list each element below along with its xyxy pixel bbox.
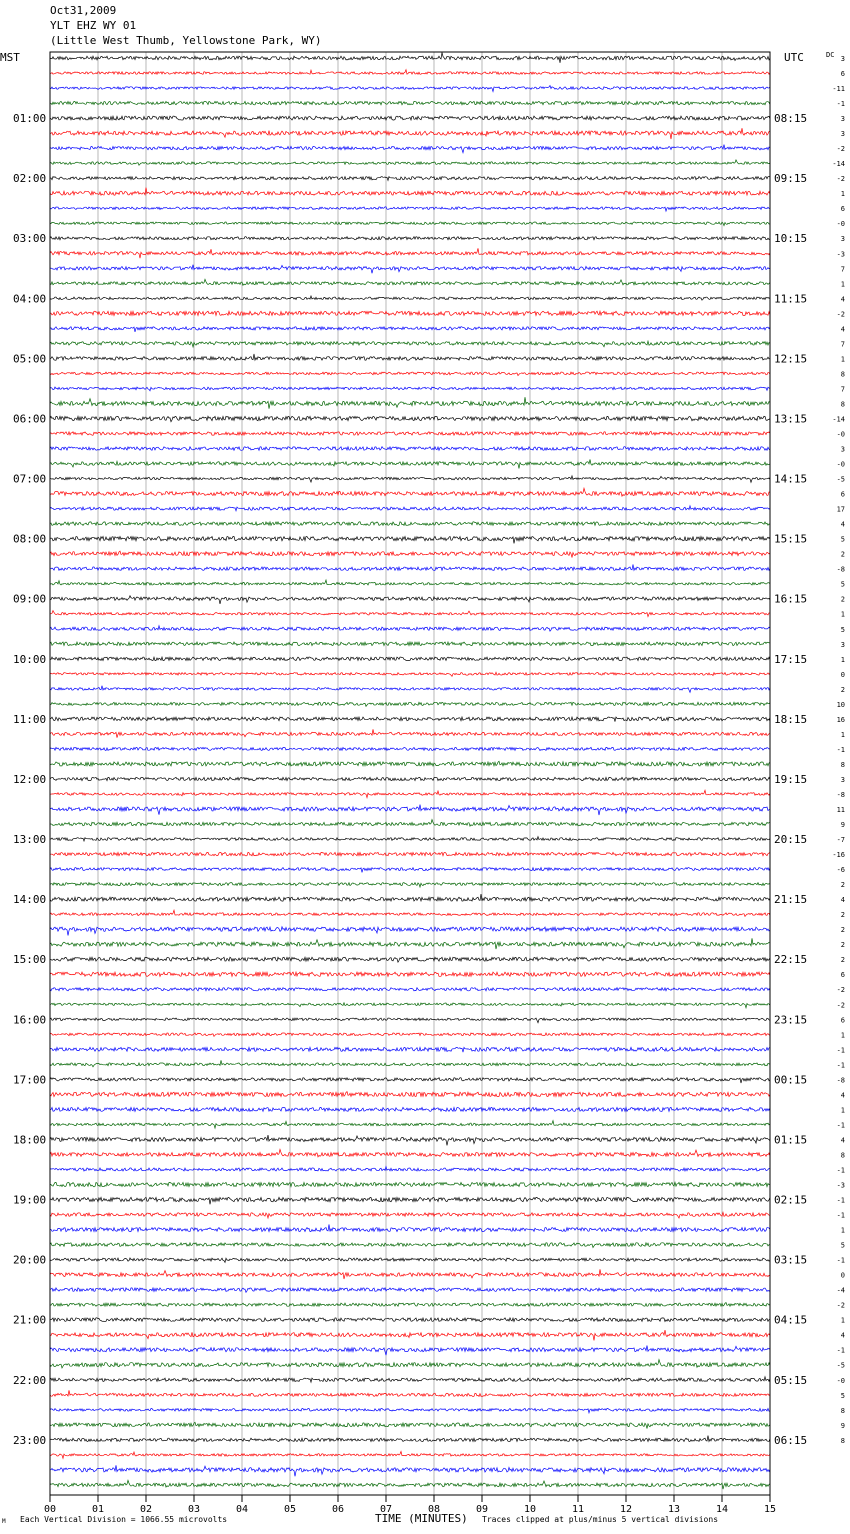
dc-offset-value: 4 [840, 295, 845, 304]
utc-hour-label: 05:15 [774, 1373, 808, 1387]
seismic-trace [50, 596, 770, 604]
dc-offset-value: -1 [836, 1166, 845, 1175]
dc-offset-value: -1 [836, 745, 845, 754]
utc-hour-label: 06:15 [774, 1433, 808, 1447]
dc-offset-value: 6 [840, 490, 845, 499]
dc-offset-value: -2 [836, 1301, 845, 1310]
dc-offset-value: -3 [836, 250, 845, 259]
seismic-trace [50, 177, 770, 181]
utc-hour-label: 04:15 [774, 1313, 808, 1327]
utc-hour-label: 17:15 [774, 652, 808, 666]
dc-offset-value: 9 [840, 1421, 845, 1430]
dc-offset-value: -8 [836, 565, 845, 574]
mst-hour-label: 05:00 [13, 352, 47, 366]
mst-hour-label: 09:00 [13, 592, 47, 606]
seismic-trace [50, 1480, 770, 1489]
utc-hour-label: 13:15 [774, 412, 808, 426]
mst-hour-label: 04:00 [13, 292, 47, 306]
dc-offset-value: 4 [840, 325, 845, 334]
seismic-trace [50, 488, 770, 496]
seismic-trace [50, 265, 770, 274]
mst-hour-label: 15:00 [13, 953, 47, 967]
dc-offset-value: 2 [840, 941, 845, 950]
utc-hour-label: 01:15 [774, 1133, 808, 1147]
seismic-trace [50, 397, 770, 409]
mst-hour-label: 23:00 [13, 1433, 47, 1447]
station-code: YLT EHZ WY 01 [50, 19, 137, 32]
seismic-trace [50, 341, 770, 347]
seismic-trace [50, 296, 770, 300]
utc-hour-label: 10:15 [774, 232, 808, 246]
dc-offset-value: 7 [840, 385, 845, 394]
utc-hour-label: 23:15 [774, 1013, 808, 1027]
utc-hour-label: 14:15 [774, 472, 808, 486]
station-location: (Little West Thumb, Yellowstone Park, WY) [50, 34, 322, 47]
mst-hour-label: 12:00 [13, 772, 47, 786]
seismic-trace [50, 1465, 770, 1476]
seismic-trace [50, 972, 770, 976]
x-tick-label: 08 [427, 1504, 441, 1515]
dc-offset-value: 3 [840, 775, 845, 784]
seismic-trace [50, 354, 770, 360]
x-tick-label: 00 [43, 1504, 57, 1515]
seismic-trace [50, 522, 770, 526]
dc-offset-value: 2 [840, 926, 845, 935]
dc-offset-value: 1 [840, 730, 845, 739]
seismic-trace [50, 1346, 770, 1356]
dc-offset-value: 11 [836, 806, 845, 814]
seismic-trace [50, 506, 770, 511]
seismic-trace [50, 894, 770, 901]
seismic-trace [50, 729, 770, 737]
mst-hour-label: 17:00 [13, 1073, 47, 1087]
seismic-trace [50, 1003, 770, 1008]
mst-label: MST [0, 51, 20, 64]
seismic-trace [50, 686, 770, 693]
dc-offset-value: 8 [840, 760, 845, 769]
x-tick-label: 13 [667, 1504, 681, 1515]
dc-offset-value: 1 [840, 355, 845, 364]
dc-offset-value: -8 [836, 790, 845, 799]
dc-offset-value: 5 [840, 1241, 845, 1250]
dc-offset-value: 2 [840, 881, 845, 890]
mst-hour-label: 22:00 [13, 1373, 47, 1387]
dc-offset-value: -1 [836, 1256, 845, 1265]
clip-note: Traces clipped at plus/minus 5 vertical divisions [482, 1515, 719, 1524]
seismic-trace [50, 1197, 770, 1204]
dc-offset-value: 2 [840, 956, 845, 965]
seismic-trace [50, 1060, 770, 1067]
seismic-trace [50, 537, 770, 544]
seismic-trace [50, 128, 770, 139]
seismic-trace [50, 1121, 770, 1128]
dc-offset-value: 1 [840, 280, 845, 289]
mst-hour-labels [13, 112, 46, 1447]
seismic-trace [50, 702, 770, 706]
seismic-trace [50, 188, 770, 196]
seismic-trace [50, 642, 770, 646]
seismic-trace [50, 988, 770, 991]
dc-offset-value: -1 [836, 1046, 845, 1055]
dc-offset-value: 4 [840, 1136, 845, 1145]
seismic-trace [50, 416, 770, 421]
x-tick-label: 11 [571, 1504, 585, 1515]
dc-offset-value: 3 [840, 55, 845, 63]
x-tick-label: 05 [283, 1504, 297, 1515]
seismic-trace [50, 86, 770, 92]
scale-note: Each Vertical Division = 1066.55 microvolts [20, 1515, 228, 1524]
dc-offset-value: 2 [840, 685, 845, 694]
seismic-trace [50, 805, 770, 816]
seismic-trace [50, 116, 770, 120]
dc-offset-value: -1 [836, 100, 845, 109]
utc-hour-label: 00:15 [774, 1073, 808, 1087]
dc-offset-value: -16 [832, 851, 845, 860]
seismic-traces [50, 53, 770, 1490]
mst-hour-label: 19:00 [13, 1193, 47, 1207]
dc-offset-value: 17 [836, 505, 845, 514]
seismic-trace [50, 1258, 770, 1263]
dc-offset-value: -0 [836, 1376, 845, 1385]
dc-offset-value: -1 [836, 1061, 845, 1070]
utc-label: UTC [784, 51, 804, 64]
dc-offset-value: 9 [840, 821, 845, 830]
x-tick-label: 03 [187, 1504, 201, 1515]
dc-offset-value: -1 [836, 1211, 845, 1220]
dc-offset-value: -6 [836, 866, 845, 875]
seismic-trace [50, 447, 770, 451]
seismic-trace [50, 564, 770, 570]
seismic-trace [50, 938, 770, 949]
seismic-trace [50, 672, 770, 676]
seismic-trace [50, 207, 770, 211]
x-tick-label: 02 [139, 1504, 153, 1515]
dc-offset-value: -1 [836, 1196, 845, 1205]
dc-offset-value: -1 [836, 1346, 845, 1355]
seismic-trace [50, 717, 770, 722]
x-axis-title: TIME (MINUTES) [375, 1512, 468, 1525]
seismic-trace [50, 1149, 770, 1157]
utc-hour-label: 19:15 [774, 772, 808, 786]
seismic-trace [50, 927, 770, 936]
seismic-trace [50, 1436, 770, 1442]
seismic-trace [50, 1135, 770, 1145]
seismic-trace [50, 145, 770, 153]
mst-hour-label: 13:00 [13, 833, 47, 847]
dc-offset-value: 2 [840, 595, 845, 604]
seismic-trace [50, 248, 770, 258]
x-tick-label: 15 [763, 1504, 777, 1515]
seismic-trace [50, 777, 770, 780]
seismic-trace [50, 279, 770, 285]
seismic-trace [50, 837, 770, 841]
seismic-trace [50, 626, 770, 631]
plot-date: Oct31,2009 [50, 4, 117, 17]
dc-offset-value: 0 [840, 1271, 845, 1280]
dc-offset-value: 3 [840, 130, 845, 139]
dc-offset-value: 8 [840, 370, 845, 379]
utc-hour-label: 11:15 [774, 292, 808, 306]
seismic-trace [50, 1422, 770, 1428]
utc-hour-label: 22:15 [774, 953, 808, 967]
seismic-trace [50, 1078, 770, 1083]
seismic-trace [50, 1288, 770, 1292]
seismic-trace [50, 237, 770, 240]
x-tick-label: 04 [235, 1504, 249, 1515]
dc-offset-value: 10 [836, 700, 845, 709]
mst-hour-label: 21:00 [13, 1313, 47, 1327]
seismic-trace [50, 1033, 770, 1036]
seismic-trace [50, 372, 770, 376]
dc-offset-value: 3 [840, 445, 845, 454]
dc-offset-value: 16 [836, 715, 845, 724]
dc-offset-value: 6 [840, 205, 845, 214]
utc-hour-label: 15:15 [774, 532, 808, 546]
utc-hour-label: 09:15 [774, 172, 808, 186]
seismic-trace [50, 1269, 770, 1279]
dc-offset-labels [832, 55, 845, 1445]
dc-offset-value: 4 [840, 1091, 845, 1100]
dc-offset-value: 6 [840, 70, 845, 79]
dc-offset-value: 8 [840, 1436, 845, 1445]
dc-offset-value: 8 [840, 400, 845, 409]
seismic-trace [50, 883, 770, 887]
utc-hour-label: 08:15 [774, 112, 808, 126]
seismic-trace [50, 820, 770, 827]
seismic-trace [50, 611, 770, 617]
seismic-trace [50, 747, 770, 750]
seismic-trace [50, 580, 770, 585]
seismic-trace [50, 460, 770, 469]
seismic-trace [50, 761, 770, 766]
seismic-trace [50, 1092, 770, 1097]
dc-offset-value: 3 [840, 235, 845, 244]
seismic-trace [50, 1167, 770, 1171]
dc-offset-value: 5 [840, 580, 845, 589]
mst-hour-label: 11:00 [13, 712, 47, 726]
dc-offset-value: -4 [836, 1286, 845, 1295]
dc-offset-value: -2 [836, 310, 845, 319]
mst-hour-label: 18:00 [13, 1133, 47, 1147]
dc-offset-value: 5 [840, 535, 845, 544]
dc-offset-value: 1 [840, 190, 845, 199]
x-tick-label: 14 [715, 1504, 729, 1515]
seismic-trace [50, 852, 770, 856]
seismic-trace [50, 327, 770, 332]
seismic-trace [50, 657, 770, 661]
seismic-trace [50, 1243, 770, 1248]
seismic-trace [50, 868, 770, 873]
mst-hour-label: 06:00 [13, 412, 47, 426]
seismic-trace [50, 1303, 770, 1307]
dc-offset-value: -2 [836, 1001, 845, 1010]
dc-offset-value: -3 [836, 1181, 845, 1190]
mst-hour-label: 16:00 [13, 1013, 47, 1027]
dc-offset-value: 4 [840, 1331, 845, 1340]
dc-offset-value: -14 [832, 160, 845, 169]
dc-offset-value: 1 [840, 1106, 845, 1115]
x-tick-label: 01 [91, 1504, 105, 1515]
dc-offset-value: -5 [836, 1361, 845, 1370]
utc-hour-label: 20:15 [774, 833, 808, 847]
dc-offset-value: -5 [836, 475, 845, 484]
seismic-trace [50, 1018, 770, 1023]
x-tick-label: 12 [619, 1504, 633, 1515]
dc-offset-value: 6 [840, 1016, 845, 1025]
seismic-trace [50, 431, 770, 435]
dc-offset-value: 0 [840, 670, 845, 679]
seismic-trace [50, 160, 770, 165]
dc-offset-value: -2 [836, 175, 845, 184]
dc-offset-value: -8 [836, 1076, 845, 1085]
dc-offset-value: -0 [836, 430, 845, 439]
seismic-trace [50, 1451, 770, 1458]
mst-hour-label: 01:00 [13, 112, 47, 126]
dc-offset-value: -14 [832, 415, 845, 424]
seismic-trace [50, 101, 770, 105]
corner-mark: M [2, 1518, 6, 1525]
seismic-trace [50, 1409, 770, 1413]
x-tick-label: 06 [331, 1504, 345, 1515]
dc-offset-value: 4 [840, 896, 845, 905]
dc-offset-value: 3 [840, 640, 845, 649]
dc-label: DC [826, 51, 835, 59]
utc-hour-label: 18:15 [774, 712, 808, 726]
seismic-trace [50, 1107, 770, 1111]
mst-hour-label: 03:00 [13, 232, 47, 246]
utc-hour-label: 21:15 [774, 893, 808, 907]
seismic-trace [50, 387, 770, 391]
x-tick-label: 10 [523, 1504, 537, 1515]
seismic-trace [50, 1212, 770, 1218]
seismic-trace [50, 957, 770, 962]
seismic-trace [50, 53, 770, 63]
seismic-trace [50, 1330, 770, 1340]
dc-offset-value: -0 [836, 460, 845, 469]
seismic-trace [50, 1377, 770, 1382]
seismic-trace [50, 70, 770, 75]
utc-hour-label: 02:15 [774, 1193, 808, 1207]
dc-offset-value: 1 [840, 1031, 845, 1040]
seismic-trace [50, 1224, 770, 1231]
utc-hour-labels [774, 112, 807, 1447]
dc-offset-value: -11 [832, 85, 845, 94]
dc-offset-value: 2 [840, 550, 845, 559]
utc-hour-label: 12:15 [774, 352, 808, 366]
dc-offset-value: -7 [836, 836, 845, 845]
seismic-trace [50, 1182, 770, 1186]
mst-hour-label: 20:00 [13, 1253, 47, 1267]
dc-offset-value: 2 [840, 911, 845, 920]
utc-hour-label: 03:15 [774, 1253, 808, 1267]
mst-hour-label: 10:00 [13, 652, 47, 666]
dc-offset-value: 1 [840, 1316, 845, 1325]
dc-offset-value: 3 [840, 115, 845, 124]
dc-offset-value: 7 [840, 340, 845, 349]
seismic-trace [50, 1390, 770, 1396]
seismic-trace [50, 222, 770, 226]
dc-offset-value: 6 [840, 971, 845, 980]
mst-hour-label: 02:00 [13, 172, 47, 186]
dc-offset-value: 4 [840, 520, 845, 529]
mst-hour-label: 07:00 [13, 472, 47, 486]
dc-offset-value: 7 [840, 265, 845, 274]
mst-hour-label: 08:00 [13, 532, 47, 546]
seismic-trace [50, 476, 770, 482]
dc-offset-value: -2 [836, 145, 845, 154]
seismic-trace [50, 790, 770, 797]
seismic-trace [50, 1318, 770, 1322]
seismic-trace [50, 551, 770, 557]
dc-offset-value: 1 [840, 610, 845, 619]
dc-offset-value: 5 [840, 625, 845, 634]
seismic-trace [50, 910, 770, 916]
dc-offset-value: -2 [836, 986, 845, 995]
seismic-trace [50, 311, 770, 315]
seismic-trace [50, 1047, 770, 1052]
dc-offset-value: -0 [836, 220, 845, 229]
dc-offset-value: 8 [840, 1406, 845, 1415]
dc-offset-value: 1 [840, 655, 845, 664]
dc-offset-value: -1 [836, 1121, 845, 1130]
x-tick-label: 07 [379, 1504, 393, 1515]
dc-offset-value: 8 [840, 1151, 845, 1160]
x-tick-label: 09 [475, 1504, 489, 1515]
utc-hour-label: 16:15 [774, 592, 808, 606]
mst-hour-label: 14:00 [13, 893, 47, 907]
dc-offset-value: 5 [840, 1391, 845, 1400]
seismic-trace [50, 1360, 770, 1368]
dc-offset-value: 1 [840, 1226, 845, 1235]
